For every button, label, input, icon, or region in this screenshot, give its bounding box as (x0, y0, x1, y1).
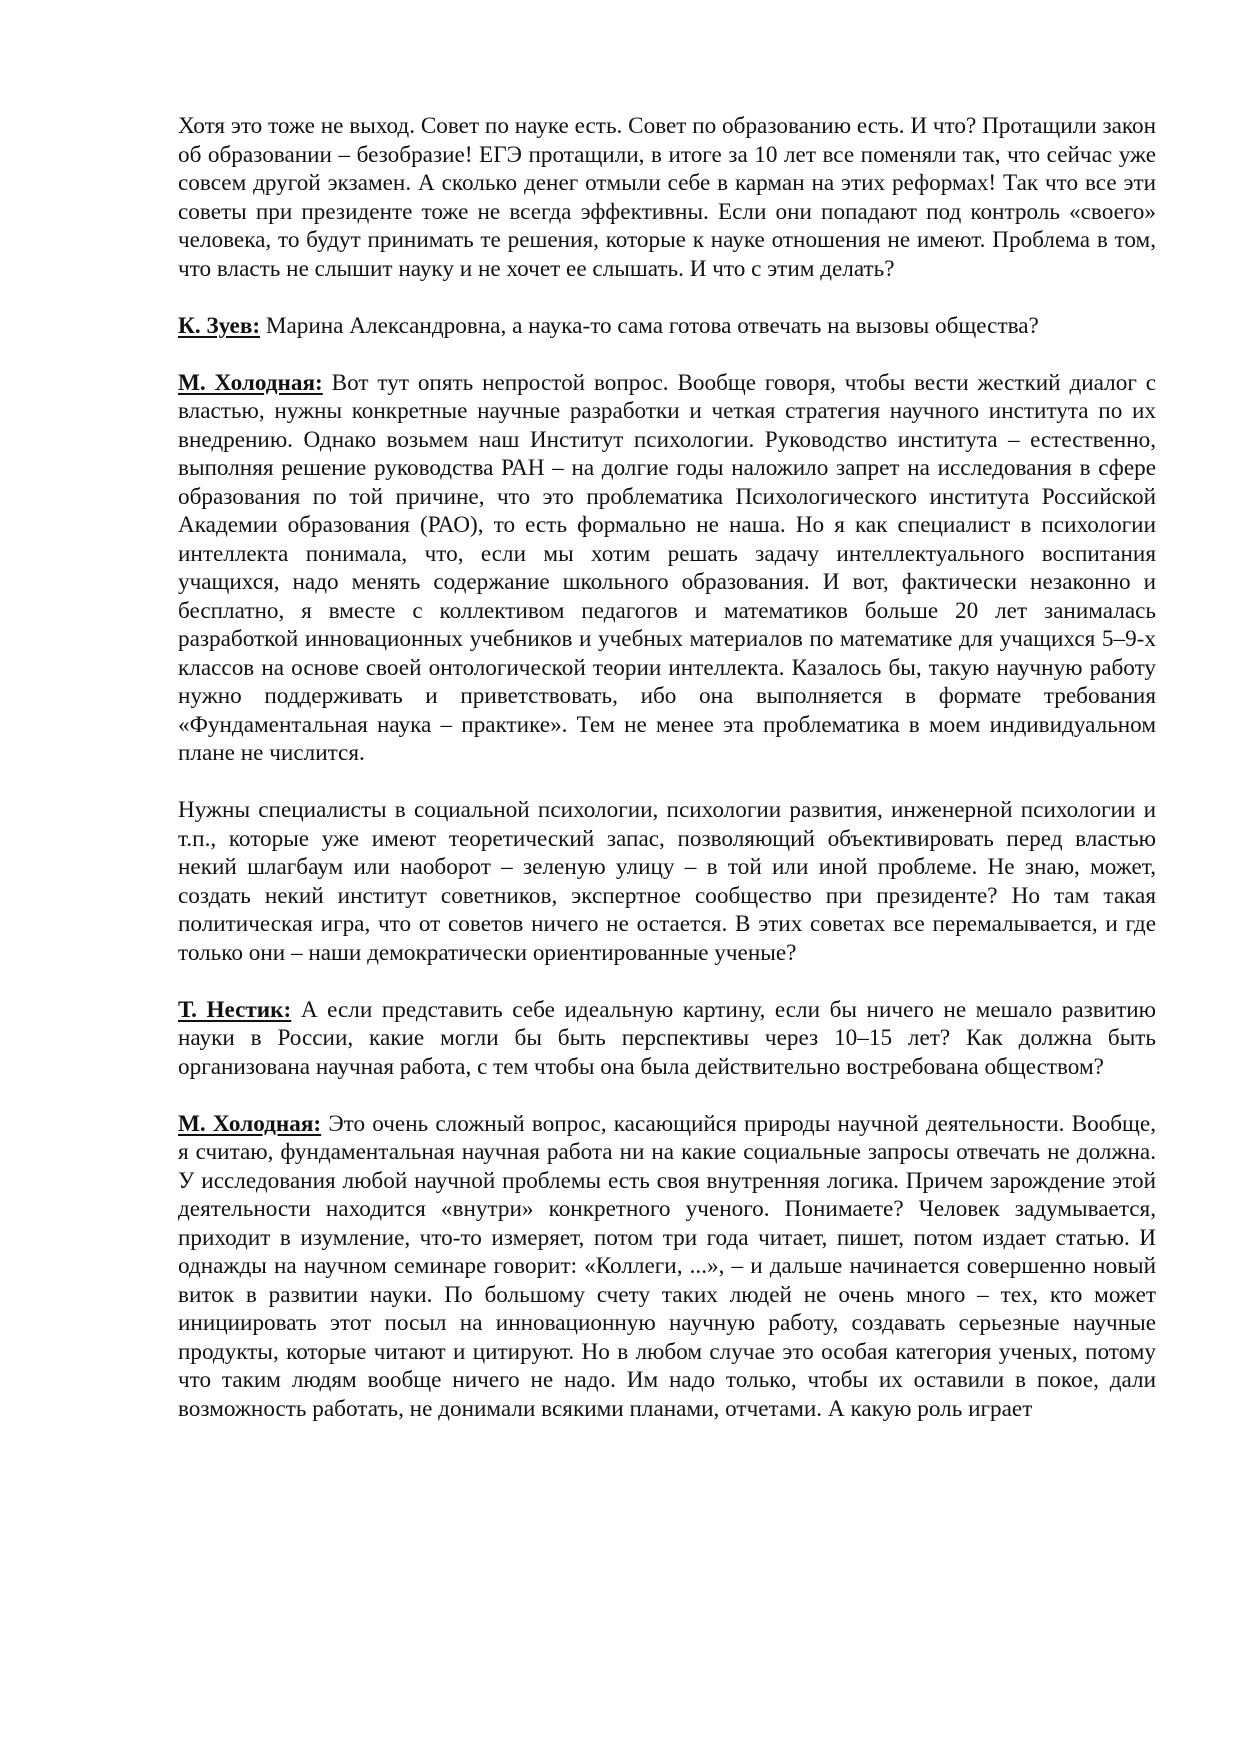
speaker-label-kholodnaya: М. Холодная: (178, 1110, 322, 1137)
paragraph-text: Хотя это тоже не выход. Совет по науке есть. Совет по образованию есть. И что? Протащили закон об образовании – безобразие! ЕГЭ протащили, в итоге за 10 лет все поменяли так, что сейчас уже совсем другой экзамен. А сколько денег отмыли себе в карман на этих реформах! Так что все эти советы при президенте тоже не всегда эффективны. Если они попадают под контроль «своего» человека, то будут принимать те решения, которые к науке отношения не имеют. Проблема в том, что власть не слышит науку и не хочет ее слышать. И что с этим делать? (178, 113, 1156, 282)
document-page (178, 112, 1156, 1423)
speaker-label-zuev: К. Зуев: (178, 312, 261, 339)
paragraph-text: Марина Александровна, а наука-то сама готова отвечать на вызовы общества? (265, 312, 1039, 339)
paragraph-text: А если представить себе идеальную картину, если бы ничего не мешало развитию науки в России, какие могли бы быть перспективы через 10–15 лет? Как должна быть организована научная работа, с тем чтобы она была действительно востребована обществом? (178, 996, 1156, 1080)
speaker-label-nestik: Т. Нестик: (178, 996, 292, 1023)
speaker-label-kholodnaya: М. Холодная: (178, 369, 323, 396)
paragraph-2 (178, 312, 1156, 341)
paragraph-4 (178, 796, 1156, 967)
paragraph-3 (178, 369, 1156, 768)
paragraph-text: Это очень сложный вопрос, касающийся природы научной деятельности. Вообще, я считаю, фундаментальная научная работа ни на какие социальные запросы отвечать не должна. У исследования любой научной проблемы есть своя внутренняя логика. Причем зарождение этой деятельности находится «внутри» конкретного ученого. Понимаете? Человек задумывается, приходит в изумление, что-то измеряет, потом три года читает, пишет, потом издает статью. И однажды на научном семинаре говорит: «Коллеги, ...», – и дальше начинается совершенно новый виток в развитии науки. По большому счету таких людей не очень много – тех, кто может инициировать этот посыл на инновационную научную работу, создавать серьезные научные продукты, которые читают и цитируют. Но в любом случае это особая категория ученых, потому что таким людям вообще ничего не надо. Им надо только, чтобы их оставили в покое, дали возможность работать, не донимали всякими планами, отчетами. А какую роль играет (178, 1110, 1157, 1422)
paragraph-5 (178, 996, 1156, 1082)
paragraph-text: Вот тут опять непростой вопрос. Вообще говоря, чтобы вести жесткий диалог с властью, нужны конкретные научные разработки и четкая стратегия научного института по их внедрению. Однако возьмем наш Институт психологии. Руководство института – естественно, выполняя решение руководства РАН – на долгие годы наложило запрет на исследования в сфере образования по той причине, что это проблематика Психологического института Российской Академии образования (РАО), то есть формально не наша. Но я как специалист в психологии интеллекта понимала, что, если мы хотим решать задачу интеллектуального воспитания учащихся, надо менять содержание школьного образования. И вот, фактически незаконно и бесплатно, я вместе с коллективом педагогов и математиков больше 20 лет занималась разработкой инновационных учебников и учебных материалов по математике для учащихся 5–9-х классов на основе своей онтологической теории интеллекта. Казалось бы, такую научную работу нужно поддерживать и приветствовать, ибо она выполняется в формате требования «Фундаментальная наука – практике». Тем не менее эта проблематика в моем индивидуальном плане не числится. (178, 369, 1156, 766)
paragraph-text: Нужны специалисты в социальной психологии, психологии развития, инженерной психологии и т.п., которые уже имеют теоретический запас, позволяющий объективировать перед властью некий шлагбаум или наоборот – зеленую улицу – в той или иной проблеме. Не знаю, может, создать некий институт советников, экспертное сообщество при президенте? Но там такая политическая игра, что от советов ничего не остается. В этих советах все перемалывается, и где только они – наши демократически ориентированные ученые? (178, 797, 1156, 966)
paragraph-1 (178, 112, 1156, 283)
paragraph-6 (178, 1110, 1156, 1424)
